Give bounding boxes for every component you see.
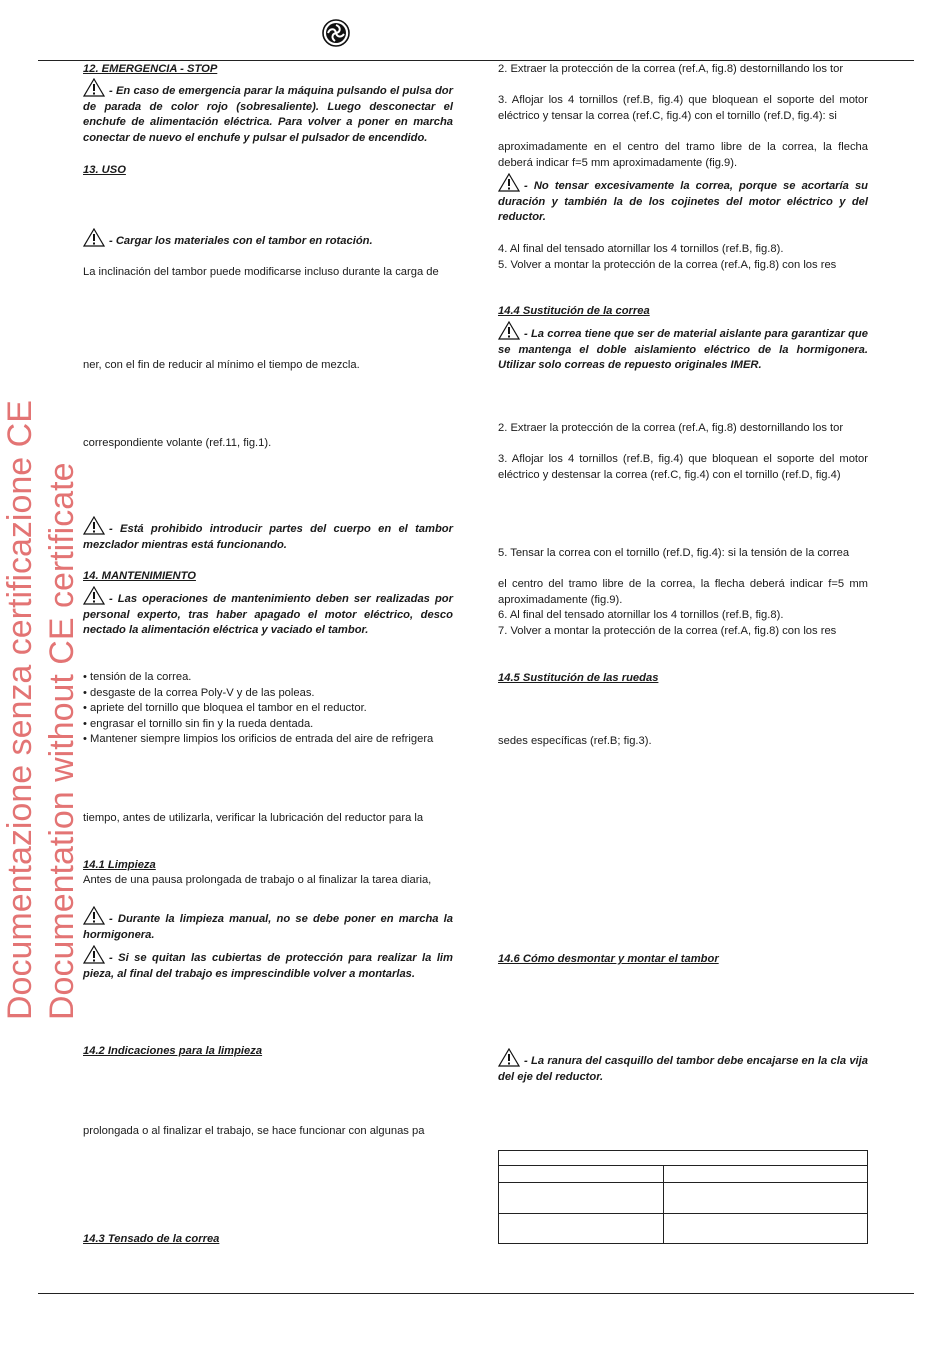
table-cell — [664, 1166, 868, 1183]
specification-table — [498, 1150, 868, 1244]
section-14-1-paragraph: Antes de una pausa prolongada de trabajo o al finalizar la tarea diaria, — [83, 874, 432, 886]
section-14-paragraph-1: tiempo, antes de utilizarla, verificar la lubricación del reductor para la — [83, 812, 424, 824]
section-13-warning-2-text: - Está prohibido introducir partes del cuerpo en el tambor mezclador mientras está funcionando. — [83, 523, 453, 551]
right-paragraph-4: 4. Al final del tensado atornillar los 4 tornillos (ref.B, fig.8). — [498, 243, 784, 255]
section-14-1-warning-2-text: - Si se quitan las cubiertas de protección para realizar la lim pieza, al final del trabajo es imprescindible volver a montarlas. — [83, 952, 453, 980]
section-14-title: 14. MANTENIMIENTO — [83, 570, 196, 582]
section-14-5-paragraph: sedes específicas (ref.B; fig.3). — [498, 735, 652, 747]
table-cell — [664, 1183, 868, 1214]
warning-triangle-icon — [498, 173, 520, 192]
section-12-title: 12. EMERGENCIA - STOP — [83, 63, 218, 75]
section-14-1-warning-1-text: - Durante la limpieza manual, no se debe poner en marcha la hormigonera. — [83, 913, 453, 941]
list-item: • apriete del tornillo que bloquea el tambor en el reductor. — [83, 702, 367, 715]
warning-triangle-icon — [83, 78, 105, 97]
right-paragraph-3: aproximadamente en el centro del tramo libre de la correa, la flecha deberá indicar f=5 mm aproximadamente (fig.9). — [498, 141, 868, 169]
warning-triangle-icon — [498, 1048, 520, 1067]
table-cell — [499, 1214, 664, 1244]
imer-logo-icon — [322, 19, 350, 47]
section-14-warning-text: - Las operaciones de mantenimiento deben ser realizadas por personal experto, tras haber apagado el motor eléctrico, desco nectado la alimentación eléctrica y vaciado el tambor. — [83, 593, 453, 637]
right-paragraph-5: 5. Volver a montar la protección de la correa (ref.A, fig.8) con los res — [498, 259, 837, 271]
header-rule — [38, 60, 914, 61]
section-13-paragraph-2: ner, con el fin de reducir al mínimo el tiempo de mezcla. — [83, 359, 360, 371]
section-14-1-title: 14.1 Limpieza — [83, 859, 156, 871]
section-13-title: 13. USO — [83, 164, 126, 176]
section-13-paragraph-1: La inclinación del tambor puede modificarse incluso durante la carga de — [83, 266, 439, 278]
section-13-warning-2 — [83, 516, 453, 553]
section-14-4-paragraph-5: 6. Al final del tensado atornillar los 4 tornillos (ref.B, fig.8). — [498, 609, 784, 621]
section-12-warning — [83, 78, 453, 146]
section-14-5-title: 14.5 Sustitución de las ruedas — [498, 672, 659, 684]
table-cell — [499, 1151, 868, 1166]
list-item: • engrasar el tornillo sin fin y la rueda dentada. — [83, 717, 314, 730]
list-item: • desgaste de la correa Poly-V y de las poleas. — [83, 686, 315, 699]
section-14-4-paragraph-2: 3. Aflojar los 4 tornillos (ref.B, fig.4) que bloquean el soporte del motor eléctrico y destensar la correa (ref.C, fig.4) con el tornillo (ref.D, fig.4) — [498, 453, 868, 481]
section-12-warning-text: - En caso de emergencia parar la máquina pulsando el pulsa dor de parada de color rojo (sobresaliente). Luego desconectar el enchufe de alimentación eléctrica. Para volver a poner en marcha conectar de nuevo el enchufe y pulsar el pulsador de encendido. — [83, 85, 453, 144]
section-14-warning — [83, 586, 453, 639]
footer-rule — [38, 1293, 914, 1294]
section-14-6-warning — [498, 1048, 868, 1085]
section-14-4-paragraph-3: 5. Tensar la correa con el tornillo (ref.D, fig.4): si la tensión de la correa — [498, 547, 850, 559]
warning-triangle-icon — [83, 945, 105, 964]
table-cell — [499, 1183, 664, 1214]
section-14-6-title: 14.6 Cómo desmontar y montar el tambor — [498, 953, 719, 965]
section-14-4-warning — [498, 321, 868, 374]
list-item: • tensión de la correa. — [83, 671, 192, 683]
watermark-line-2: Documentation without CE certificate — [43, 462, 81, 1020]
right-warning-1 — [498, 173, 868, 226]
table-cell — [664, 1214, 868, 1244]
warning-triangle-icon — [498, 321, 520, 340]
section-14-3-title: 14.3 Tensado de la correa — [83, 1233, 220, 1245]
section-13-warning — [83, 228, 453, 250]
right-warning-1-text: - No tensar excesivamente la correa, porque se acortaría su duración y también la de los cojinetes del motor eléctrico y del reductor. — [498, 180, 868, 224]
list-item: • Mantener siempre limpios los orificios de entrada del aire de refrigera — [83, 733, 434, 746]
watermark-line-1: Documentazione senza certificazione CE — [1, 400, 39, 1020]
warning-triangle-icon — [83, 586, 105, 605]
warning-triangle-icon — [83, 228, 105, 247]
maintenance-list — [83, 670, 453, 748]
section-14-4-paragraph-4: el centro del tramo libre de la correa, la flecha deberá indicar f=5 mm aproximadamente (fig.9). — [498, 578, 868, 606]
section-14-1-warning-1 — [83, 906, 453, 943]
section-14-4-paragraph-1: 2. Extraer la protección de la correa (ref.A, fig.8) destornillando los tor — [498, 422, 844, 434]
warning-triangle-icon — [83, 516, 105, 535]
section-13-warning-text: - Cargar los materiales con el tambor en rotación. — [109, 235, 373, 247]
right-paragraph-1: 2. Extraer la protección de la correa (ref.A, fig.8) destornillando los tor — [498, 63, 844, 75]
section-14-4-warning-text: - La correa tiene que ser de material aislante para garantizar que se mantenga el doble aislamiento eléctrico de la hormigonera. Utilizar solo correas de repuesto originales IMER. — [498, 328, 868, 372]
section-14-4-paragraph-6: 7. Volver a montar la protección de la correa (ref.A, fig.8) con los res — [498, 625, 837, 637]
section-14-1-warning-2 — [83, 945, 453, 982]
warning-triangle-icon — [83, 906, 105, 925]
section-14-2-title: 14.2 Indicaciones para la limpieza — [83, 1045, 263, 1057]
section-14-4-title: 14.4 Sustitución de la correa — [498, 305, 650, 317]
section-13-paragraph-3: correspondiente volante (ref.11, fig.1). — [83, 437, 272, 449]
right-paragraph-2: 3. Aflojar los 4 tornillos (ref.B, fig.4) que bloquean el soporte del motor eléctrico y tensar la correa (ref.C, fig.4) con el tornillo (ref.D, fig.4): si — [498, 94, 868, 122]
table-cell — [499, 1166, 664, 1183]
section-14-6-warning-text: - La ranura del casquillo del tambor debe encajarse en la cla vija del eje del reductor. — [498, 1055, 868, 1083]
section-14-2-paragraph: prolongada o al finalizar el trabajo, se hace funcionar con algunas pa — [83, 1125, 425, 1137]
